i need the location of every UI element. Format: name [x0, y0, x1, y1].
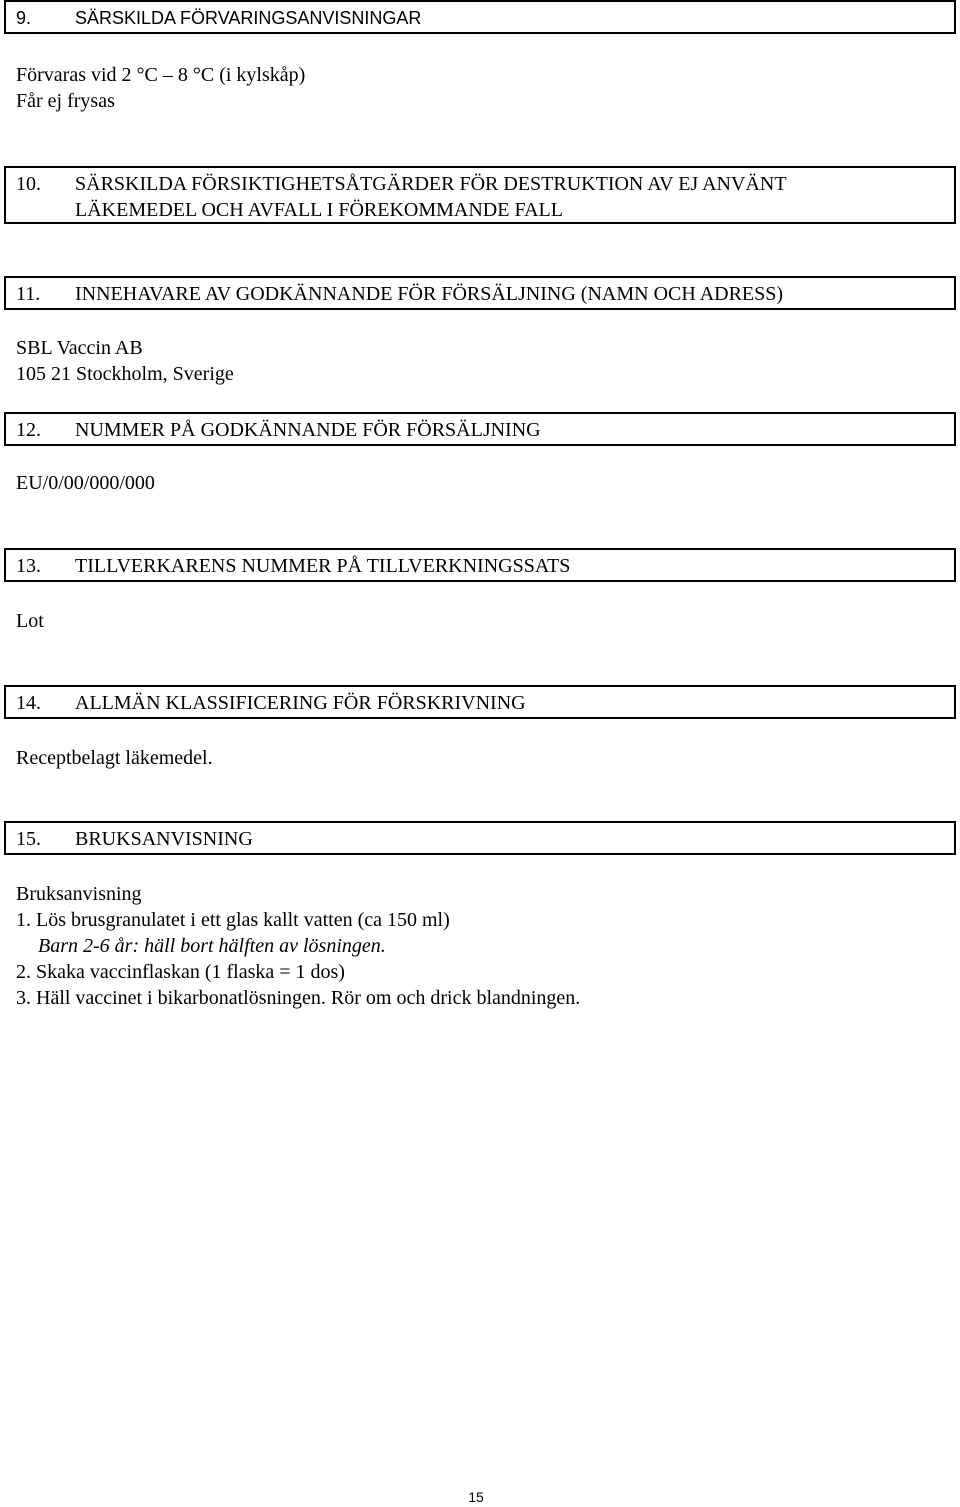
section-9-line: Får ej frysas: [16, 90, 115, 112]
section-15-line: Barn 2-6 år: häll bort hälften av lösningen.: [38, 935, 386, 957]
section-title-line: SÄRSKILDA FÖRSIKTIGHETSÅTGÄRDER FÖR DESTRUKTION AV EJ ANVÄNT: [75, 173, 787, 195]
section-number: 11.: [16, 283, 41, 305]
section-title: TILLVERKARENS NUMMER PÅ TILLVERKNINGSSATS: [75, 555, 571, 577]
section-number: 9.: [16, 8, 32, 28]
section-12-header: [4, 412, 956, 446]
section-15-header: [4, 821, 956, 855]
section-title: INNEHAVARE AV GODKÄNNANDE FÖR FÖRSÄLJNING (NAMN OCH ADRESS): [75, 283, 784, 305]
section-title: [75, 171, 787, 223]
section-15-line: 2. Skaka vaccinflaskan (1 flaska = 1 dos): [16, 961, 345, 983]
section-11-line: SBL Vaccin AB: [16, 337, 143, 359]
section-number: 14.: [16, 692, 41, 714]
section-15-line: 1. Lös brusgranulatet i ett glas kallt vatten (ca 150 ml): [16, 909, 450, 931]
section-title: SÄRSKILDA FÖRVARINGSANVISNINGAR: [75, 8, 422, 28]
section-11-header: [4, 276, 956, 310]
section-number: 12.: [16, 419, 41, 441]
section-title: NUMMER PÅ GODKÄNNANDE FÖR FÖRSÄLJNING: [75, 419, 541, 441]
section-9-header: [4, 0, 956, 34]
section-number: 15.: [16, 828, 41, 850]
section-14-header: [4, 685, 956, 719]
section-number: 10.: [16, 173, 41, 195]
section-15-line: Bruksanvisning: [16, 883, 142, 905]
section-14-line: Receptbelagt läkemedel.: [16, 747, 213, 769]
section-12-line: EU/0/00/000/000: [16, 472, 155, 494]
page-number: 15: [468, 1489, 484, 1505]
section-title: ALLMÄN KLASSIFICERING FÖR FÖRSKRIVNING: [75, 692, 526, 714]
section-10-header: [4, 166, 956, 224]
section-15-line: 3. Häll vaccinet i bikarbonatlösningen. Rör om och drick blandningen.: [16, 987, 581, 1009]
section-11-line: 105 21 Stockholm, Sverige: [16, 363, 234, 385]
section-title: BRUKSANVISNING: [75, 828, 253, 850]
section-number: 13.: [16, 555, 41, 577]
section-9-line: Förvaras vid 2 °C – 8 °C (i kylskåp): [16, 64, 306, 86]
section-title-line: LÄKEMEDEL OCH AVFALL I FÖREKOMMANDE FALL: [75, 199, 563, 221]
section-13-header: [4, 548, 956, 582]
section-13-line: Lot: [16, 610, 44, 632]
